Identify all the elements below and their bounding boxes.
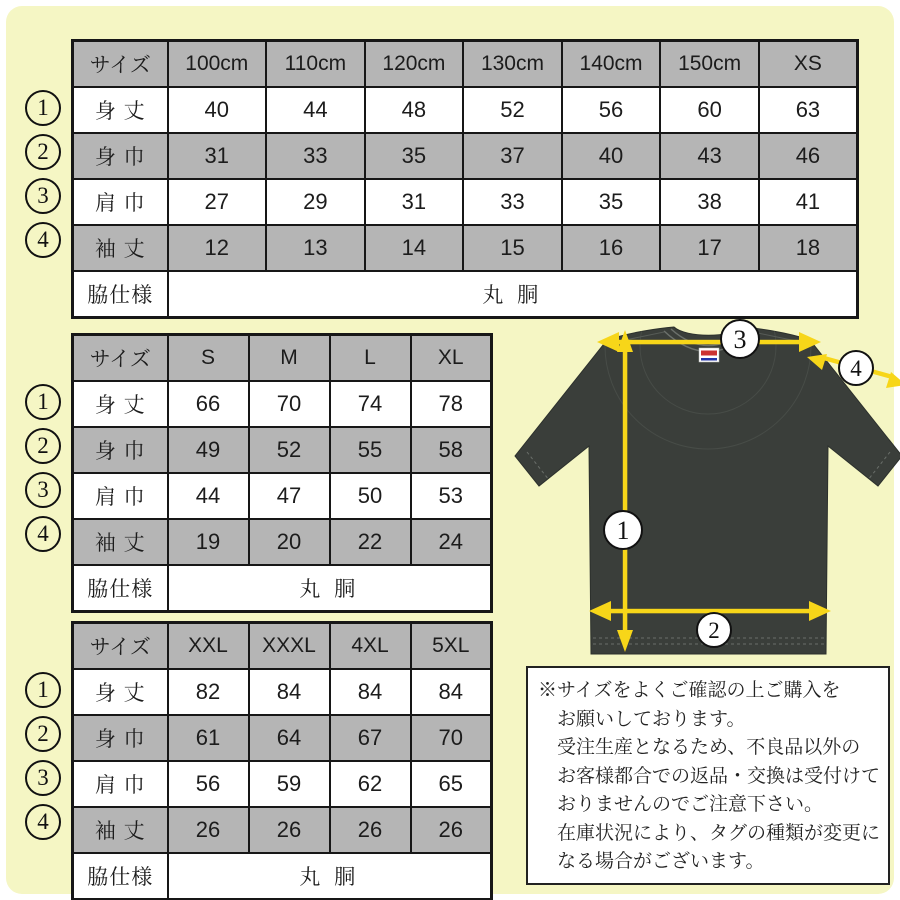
header-cell: サイズ xyxy=(73,623,168,670)
row-label-cell: 身 巾 xyxy=(73,133,168,179)
value-cell: 26 xyxy=(411,807,492,853)
measurement-row xyxy=(73,807,492,853)
badge-1 xyxy=(604,511,642,549)
value-cell: 70 xyxy=(249,381,330,427)
measurement-row xyxy=(73,133,858,179)
circled-number-3: 3 xyxy=(25,472,61,508)
header-cell: XL xyxy=(411,335,492,382)
svg-text:3: 3 xyxy=(733,325,747,354)
value-cell: 44 xyxy=(266,87,365,133)
value-cell: 52 xyxy=(249,427,330,473)
header-cell: 140cm xyxy=(562,41,661,88)
measurement-row xyxy=(73,87,858,133)
value-cell: 47 xyxy=(249,473,330,519)
measurement-row xyxy=(73,225,858,271)
row-label-cell: 身 丈 xyxy=(73,87,168,133)
footer-label-cell: 脇仕様 xyxy=(73,853,168,900)
footer-label-cell: 脇仕様 xyxy=(73,565,168,612)
value-cell: 56 xyxy=(562,87,661,133)
row-label-cell: 身 巾 xyxy=(73,715,168,761)
header-cell: サイズ xyxy=(73,335,168,382)
value-cell: 55 xyxy=(330,427,411,473)
value-cell: 62 xyxy=(330,761,411,807)
value-cell: 40 xyxy=(168,87,267,133)
value-cell: 50 xyxy=(330,473,411,519)
row-label-cell: 袖 丈 xyxy=(73,225,168,271)
notice-line: なる場合がございます。 xyxy=(557,851,765,872)
value-cell: 18 xyxy=(759,225,858,271)
footer-label-cell: 脇仕様 xyxy=(73,271,168,318)
notice-line: おりませんのでご注意下さい。 xyxy=(557,794,824,815)
row-label-cell: 肩 巾 xyxy=(73,761,168,807)
svg-text:2: 2 xyxy=(708,618,720,643)
value-cell: 13 xyxy=(266,225,365,271)
value-cell: 66 xyxy=(168,381,249,427)
circled-number-4: 4 xyxy=(25,222,61,258)
circled-number-3: 3 xyxy=(25,178,61,214)
value-cell: 17 xyxy=(660,225,759,271)
notice-line: お願いしております。 xyxy=(557,708,746,730)
value-cell: 29 xyxy=(266,179,365,225)
row-label-cell: 袖 丈 xyxy=(73,519,168,565)
yellow-background xyxy=(6,6,894,894)
badge-3 xyxy=(721,320,759,358)
notice-line: 受注生産となるため、不良品以外の xyxy=(557,737,861,758)
notice-line: お客様都合での返品・交換は受付けて xyxy=(557,765,881,787)
circled-number-3: 3 xyxy=(25,760,61,796)
size-table-big xyxy=(37,621,493,900)
header-cell: 5XL xyxy=(411,623,492,670)
header-cell: XXL xyxy=(168,623,249,670)
value-cell: 52 xyxy=(463,87,562,133)
row-label-cell: 袖 丈 xyxy=(73,807,168,853)
header-cell: 4XL xyxy=(330,623,411,670)
row-label-cell: 身 丈 xyxy=(73,381,168,427)
value-cell: 67 xyxy=(330,715,411,761)
value-cell: 63 xyxy=(759,87,858,133)
value-cell: 14 xyxy=(365,225,464,271)
value-cell: 33 xyxy=(266,133,365,179)
circled-number-4: 4 xyxy=(25,516,61,552)
svg-text:4: 4 xyxy=(850,356,862,381)
measurement-row xyxy=(73,715,492,761)
value-cell: 53 xyxy=(411,473,492,519)
value-cell: 46 xyxy=(759,133,858,179)
value-cell: 12 xyxy=(168,225,267,271)
circled-number-2: 2 xyxy=(25,716,61,752)
value-cell: 31 xyxy=(168,133,267,179)
value-cell: 65 xyxy=(411,761,492,807)
value-cell: 70 xyxy=(411,715,492,761)
value-cell: 44 xyxy=(168,473,249,519)
header-cell: S xyxy=(168,335,249,382)
kids-sizes-table xyxy=(71,39,859,319)
value-cell: 61 xyxy=(168,715,249,761)
brand-tag xyxy=(699,348,719,362)
measurement-row xyxy=(73,761,492,807)
value-cell: 59 xyxy=(249,761,330,807)
row-label-cell: 肩 巾 xyxy=(73,473,168,519)
badge-4 xyxy=(839,351,873,385)
value-cell: 16 xyxy=(562,225,661,271)
value-cell: 84 xyxy=(411,669,492,715)
value-cell: 37 xyxy=(463,133,562,179)
size-table-kids xyxy=(37,39,859,319)
header-cell: L xyxy=(330,335,411,382)
value-cell: 15 xyxy=(463,225,562,271)
value-cell: 27 xyxy=(168,179,267,225)
circled-number-1: 1 xyxy=(25,384,61,420)
value-cell: 35 xyxy=(365,133,464,179)
row-label-cell: 肩 巾 xyxy=(73,179,168,225)
notice-line: ※サイズをよくご確認の上ご購入を xyxy=(538,680,841,701)
value-cell: 40 xyxy=(562,133,661,179)
header-cell: 110cm xyxy=(266,41,365,88)
circled-number-2: 2 xyxy=(25,428,61,464)
value-cell: 56 xyxy=(168,761,249,807)
value-cell: 35 xyxy=(562,179,661,225)
row-label-cell: 身 巾 xyxy=(73,427,168,473)
value-cell: 26 xyxy=(330,807,411,853)
value-cell: 84 xyxy=(249,669,330,715)
svg-text:1: 1 xyxy=(616,516,630,545)
value-cell: 43 xyxy=(660,133,759,179)
measurement-row xyxy=(73,473,492,519)
value-cell: 64 xyxy=(249,715,330,761)
value-cell: 74 xyxy=(330,381,411,427)
header-cell: 100cm xyxy=(168,41,267,88)
value-cell: 22 xyxy=(330,519,411,565)
value-cell: 84 xyxy=(330,669,411,715)
header-cell: 120cm xyxy=(365,41,464,88)
circled-number-1: 1 xyxy=(25,90,61,126)
measurement-row xyxy=(73,519,492,565)
header-cell: XXXL xyxy=(249,623,330,670)
big-sizes-table xyxy=(71,621,493,900)
header-cell: 150cm xyxy=(660,41,759,88)
measurement-row xyxy=(73,427,492,473)
footer-value-cell: 丸 胴 xyxy=(168,853,492,900)
header-cell: 130cm xyxy=(463,41,562,88)
value-cell: 26 xyxy=(168,807,249,853)
notice-box xyxy=(526,666,890,885)
value-cell: 82 xyxy=(168,669,249,715)
header-cell: M xyxy=(249,335,330,382)
value-cell: 19 xyxy=(168,519,249,565)
circled-number-1: 1 xyxy=(25,672,61,708)
row-label-cell: 身 丈 xyxy=(73,669,168,715)
value-cell: 41 xyxy=(759,179,858,225)
value-cell: 60 xyxy=(660,87,759,133)
value-cell: 33 xyxy=(463,179,562,225)
value-cell: 20 xyxy=(249,519,330,565)
value-cell: 31 xyxy=(365,179,464,225)
measurement-row xyxy=(73,179,858,225)
value-cell: 26 xyxy=(249,807,330,853)
value-cell: 38 xyxy=(660,179,759,225)
value-cell: 78 xyxy=(411,381,492,427)
value-cell: 48 xyxy=(365,87,464,133)
value-cell: 58 xyxy=(411,427,492,473)
adult-sizes-table xyxy=(71,333,493,613)
measurement-row xyxy=(73,669,492,715)
value-cell: 24 xyxy=(411,519,492,565)
header-cell: XS xyxy=(759,41,858,88)
measurement-row xyxy=(73,381,492,427)
size-table-adult xyxy=(37,333,493,613)
circled-number-4: 4 xyxy=(25,804,61,840)
notice-line: 在庫状況により、タグの種類が変更に xyxy=(557,822,881,844)
footer-value-cell: 丸 胴 xyxy=(168,565,492,612)
footer-value-cell: 丸 胴 xyxy=(168,271,858,318)
tshirt-diagram xyxy=(511,318,900,668)
badge-2 xyxy=(697,613,731,647)
value-cell: 49 xyxy=(168,427,249,473)
circled-number-2: 2 xyxy=(25,134,61,170)
header-cell: サイズ xyxy=(73,41,168,88)
